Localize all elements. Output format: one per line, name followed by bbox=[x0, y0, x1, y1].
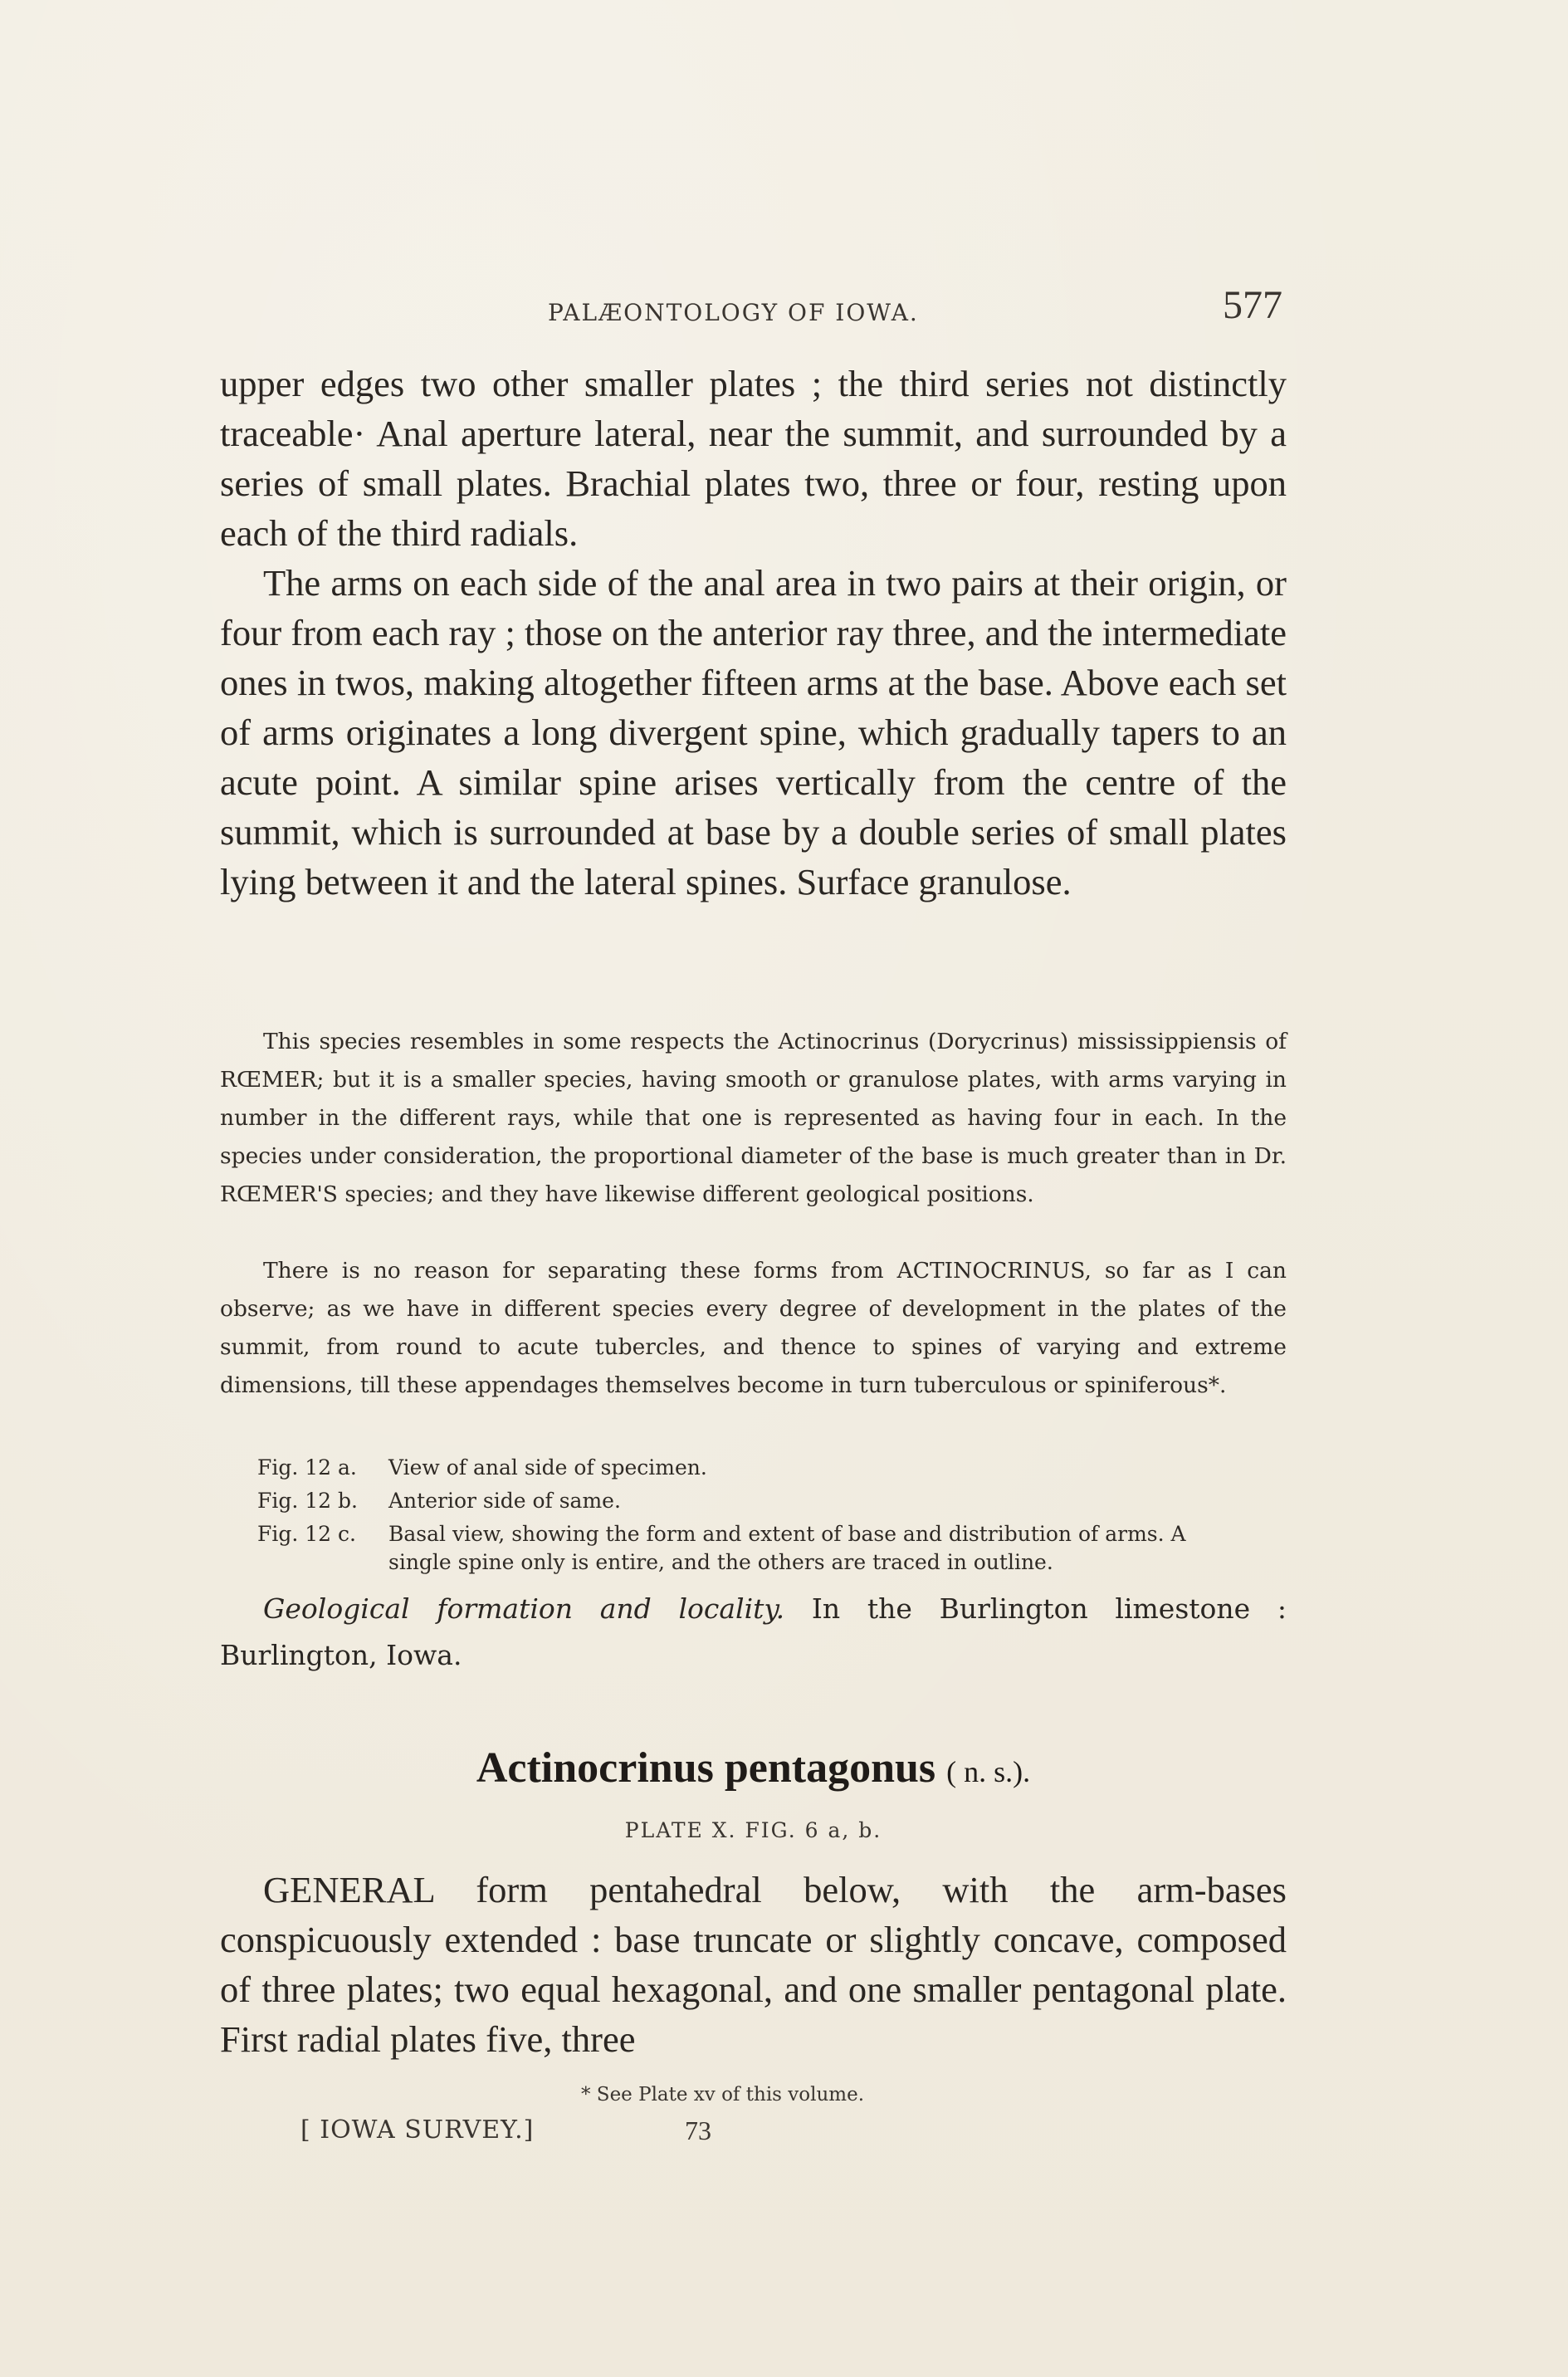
geology-paragraph bbox=[220, 1586, 1287, 1679]
plate-reference: PLATE X. FIG. 6 a, b. bbox=[624, 1818, 882, 1842]
note-2-text: There is no reason for separating these forms from ACTINOCRINUS, so far as I can observe; as we have in different species every degree of development in the plates of the summit, from round to acute tubercles, and thence to spines of varying and extreme dimensions, till these appendages themselves become in turn tuberculous or spiniferous*. bbox=[220, 1258, 1287, 1398]
sheet-number: 73 bbox=[685, 2115, 711, 2145]
figure-captions bbox=[257, 1451, 1287, 1579]
page-number: 577 bbox=[1223, 283, 1282, 327]
description-text: GENERAL form pentahedral below, with the arm-bases conspicuously extended : base truncate or slightly concave, composed of three plates; two equal hexagonal, and one smaller pentagonal plate. First radial plates five, three bbox=[220, 1869, 1287, 2060]
figure-label: Fig. 12 a. bbox=[257, 1455, 357, 1480]
figure-text: Anterior side of same. bbox=[388, 1489, 621, 1513]
species-ns: ( n. s.). bbox=[946, 1755, 1031, 1788]
note-1-text: This species resembles in some respects the Actinocrinus (Dorycrinus) mississippiensis of RŒMER; but it is a smaller species, having smooth or granulose plates, with arms varying in number in the different rays, while that one is represented as having four in each. In the species under consideration, the proportional diameter of the base is much greater than in Dr. RŒMER'S species; and they have likewise different geological positions. bbox=[220, 1029, 1287, 1207]
signature: [ IOWA SURVEY.] bbox=[300, 2115, 535, 2145]
figure-label: Fig. 12 b. bbox=[257, 1489, 358, 1513]
figure-text-continued: single spine only is entire, and the others are traced in outline. bbox=[388, 1550, 1053, 1574]
paragraph-1: upper edges two other smaller plates ; the third series not distinctly traceable· Anal aperture lateral, near the summit, and surrounded by a series of small plates. Brachial plates two, three or four, resting upon each of the third radials. bbox=[220, 363, 1287, 554]
geology-text: In the Burlington limestone : Burlington, Iowa. bbox=[220, 1592, 1287, 1671]
description bbox=[220, 1865, 1287, 2064]
note-2 bbox=[220, 1252, 1287, 1405]
running-title: PALÆONTOLOGY OF IOWA. bbox=[548, 299, 919, 326]
figure-caption bbox=[257, 1451, 1287, 1484]
figure-caption bbox=[257, 1484, 1287, 1518]
species-heading bbox=[220, 1744, 1287, 1793]
figure-label: Fig. 12 c. bbox=[257, 1522, 356, 1546]
figure-text: Basal view, showing the form and extent of base and distribution of arms. A bbox=[388, 1522, 1186, 1546]
running-head bbox=[220, 282, 1291, 332]
figure-text: View of anal side of specimen. bbox=[388, 1455, 707, 1480]
footnote: * See Plate xv of this volume. bbox=[581, 2084, 865, 2106]
note-1 bbox=[220, 1023, 1287, 1214]
species-name: Actinocrinus pentagonus bbox=[476, 1744, 936, 1792]
main-text bbox=[220, 359, 1287, 907]
paragraph-2: The arms on each side of the anal area in two pairs at their origin, or four from each ray ; those on the anterior ray three, and the intermediate ones in twos, making altogether fifteen arms at the base. Above each set of arms originates a long divergent spine, which gradually tapers to an acute point. A similar spine arises vertically from the centre of the summit, which is surrounded at base by a double series of small plates lying between it and the lateral spines. Surface granulose. bbox=[220, 562, 1287, 902]
geology-label: Geological formation and locality. bbox=[263, 1592, 785, 1625]
geology-locality bbox=[220, 1586, 1287, 1679]
